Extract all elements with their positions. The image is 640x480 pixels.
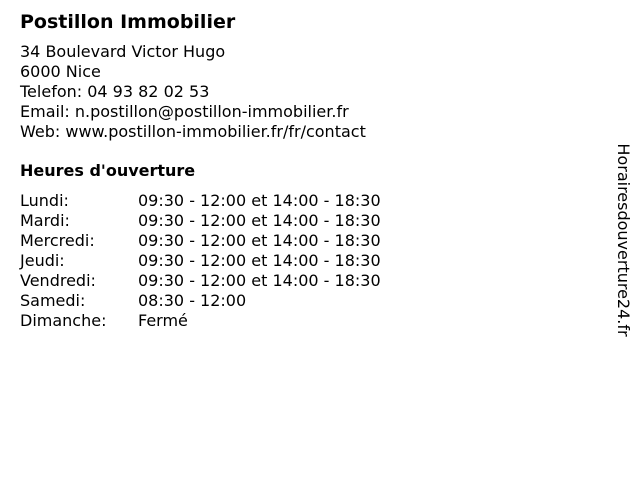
day-label: Jeudi: (20, 251, 65, 270)
hours-table (20, 191, 600, 331)
address-city: 6000 Nice (20, 62, 101, 81)
time-value: Fermé (138, 311, 188, 330)
email-line: Email: n.postillon@postillon-immobilier.fr (20, 102, 349, 121)
site-watermark: Horairesdouverture24.fr (614, 143, 633, 337)
web-line: Web: www.postillon-immobilier.fr/fr/contact (20, 122, 366, 141)
hours-row-jeudi (20, 251, 600, 271)
phone-line: Telefon: 04 93 82 02 53 (20, 82, 210, 101)
day-label: Dimanche: (20, 311, 107, 330)
hours-row-mardi (20, 211, 600, 231)
day-label: Lundi: (20, 191, 69, 210)
day-label: Mercredi: (20, 231, 95, 250)
hours-row-mercredi (20, 231, 600, 251)
day-label: Vendredi: (20, 271, 96, 290)
time-value: 09:30 - 12:00 et 14:00 - 18:30 (138, 271, 381, 290)
hours-row-dimanche (20, 311, 600, 331)
time-value: 09:30 - 12:00 et 14:00 - 18:30 (138, 231, 381, 250)
hours-heading: Heures d'ouverture (20, 161, 196, 180)
time-value: 08:30 - 12:00 (138, 291, 247, 310)
address-street: 34 Boulevard Victor Hugo (20, 42, 226, 61)
day-label: Samedi: (20, 291, 86, 310)
hours-row-lundi (20, 191, 600, 211)
time-value: 09:30 - 12:00 et 14:00 - 18:30 (138, 251, 381, 270)
business-name: Postillon Immobilier (20, 11, 236, 33)
business-card (20, 10, 600, 331)
time-value: 09:30 - 12:00 et 14:00 - 18:30 (138, 211, 381, 230)
day-label: Mardi: (20, 211, 70, 230)
hours-row-samedi (20, 291, 600, 311)
hours-row-vendredi (20, 271, 600, 291)
time-value: 09:30 - 12:00 et 14:00 - 18:30 (138, 191, 381, 210)
